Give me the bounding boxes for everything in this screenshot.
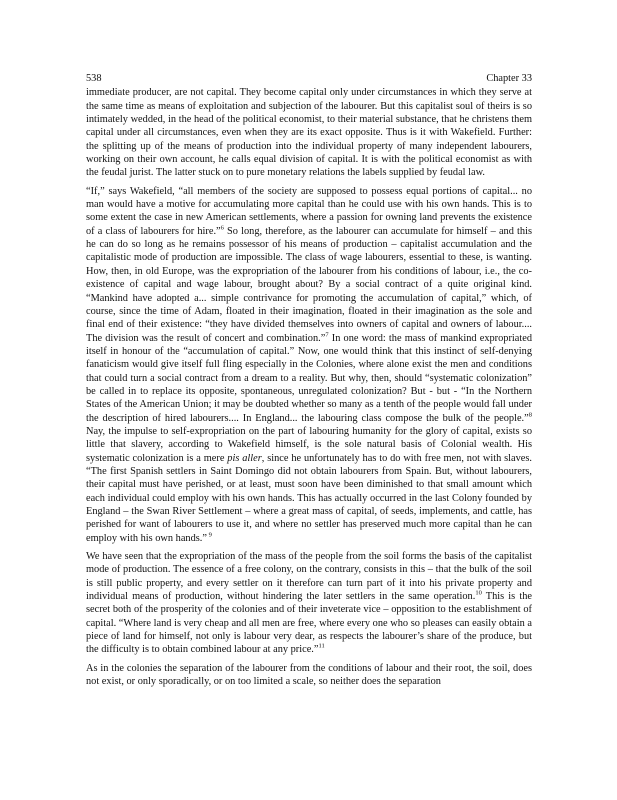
footnote-ref-6[interactable]: 6 [220, 224, 224, 232]
chapter-title: Chapter 33 [486, 73, 532, 84]
footnote-ref-11[interactable]: 11 [318, 643, 325, 650]
footnote-ref-10[interactable]: 10 [475, 589, 482, 597]
paragraph-1: immediate producer, are not capital. They become capital only under circumstances in which they serve at the same time as means of exploitation and subjection of the labourer. But this capitalist soul of theirs is so intimately wedded, in the head of the political economist, to their material substance, that he christens them capital under all circumstances, even when they are its exact opposite. Thus is it with Wakefield. Further: the splitting up of the means of production into the individual property of many independent labourers, working on their own account, he calls equal division of capital. It is with the political economist as with the feudal jurist. The latter stuck on to pure monetary relations the labels supplied by feudal law. [86, 87, 532, 179]
p3-text-2: This is the secret both of the prosperity of the colonies and of their inveterate vice – opposition to the establishment of capital. “Where land is very cheap and all men are free, where every one who so pleases can easily obtain a piece of land for himself, not only is labour very dear, as respects the labourer’s share of the produce, but the difficulty is to obtain combined labour at any price.” [86, 591, 532, 656]
page-number: 538 [86, 73, 102, 84]
p2-text-4: Nay, the impulse to self-expropriation on the part of labouring humanity for the glory of capital, exists so little that slavery, according to Wakefield himself, is the sole natural basis of Colonial wealth. His systematic colonization is a mere [86, 425, 532, 464]
paragraph-4: As in the colonies the separation of the labourer from the conditions of labour and their root, the soil, does not exist, or only sporadically, or on too limited a scale, so neither does the separation [86, 662, 532, 688]
footnote-ref-7[interactable]: 7 [325, 331, 329, 339]
paragraph-3 [86, 550, 532, 657]
footnote-ref-9[interactable]: 9 [206, 531, 212, 539]
paragraph-2 [86, 185, 532, 545]
p2-text-2: So long, therefore, as the labourer can accumulate for himself – and this he can do so long as he remains possessor of his means of production – capitalist accumulation and the capitalistic mode of production are impossible. The class of wage labourers, essential to these, is wanting. How, then, in old Europe, was the expropriation of the labourer from his conditions of labour, i.e., the co-existence of capital and wage labour, brought about? By a social contract of a quite original kind. “Mankind have adopted a... simple contrivance for promoting the accumulation of capital,” which, of course, since the time of Adam, floated in their imagination, floated in their imagination as the sole and final end of their existence: “they have divided themselves into owners of capital and owners of labour.... The division was the result of concert and combination.” [86, 225, 532, 344]
book-page [86, 72, 532, 693]
running-header [86, 72, 532, 85]
p2-text-3: In one word: the mass of mankind expropriated itself in honour of the “accumulation of capital.” Now, one would think that this instinct of self-denying fanaticism would give itself full fling especially in the Colonies, where alone exist the men and conditions that could turn a social contract from a dream to a reality. But why, then, should “systematic colonization” be called in to replace its opposite, spontaneous, unregulated colonization? But - but - “In the Northern States of the American Union; it may be doubted whether so many as a tenth of the people would fall under the description of hired labourers.... In England... the labouring class compose the bulk of the people.” [86, 332, 532, 424]
p2-text-5: , since he unfortunately has to do with free men, not with slaves. “The first Spanish settlers in Saint Domingo did not obtain labourers from Spain. But, without labourers, their capital must have perished, or at least, must soon have been diminished to that small amount which each individual could employ with his own hands. This has actually occurred in the last Colony founded by England – the Swan River Settlement – where a great mass of capital, of seeds, implements, and cattle, has perished for want of labourers to use it, and where no settler has preserved much more capital than he can employ with his own hands.” [86, 452, 532, 544]
p3-text-1: We have seen that the expropriation of the mass of the people from the soil forms the basis of the capitalist mode of production. The essence of a free colony, on the contrary, consists in this – that the bulk of the soil is still public property, and every settler on it therefore can turn part of it into his private property and individual means of production, without hindering the later settlers in the same operation. [86, 551, 532, 603]
footnote-ref-8[interactable]: 8 [528, 411, 532, 419]
p2-text-1: “If,” says Wakefield, “all members of the society are supposed to possess equal portions of capital... no man would have a motive for accumulating more capital than he could use with his own hands. This is to some extent the case in new American settlements, where a passion for owning land prevents the existence of a class of labourers for hire.” [86, 185, 532, 237]
p2-italic-phrase: pis aller [227, 452, 262, 464]
